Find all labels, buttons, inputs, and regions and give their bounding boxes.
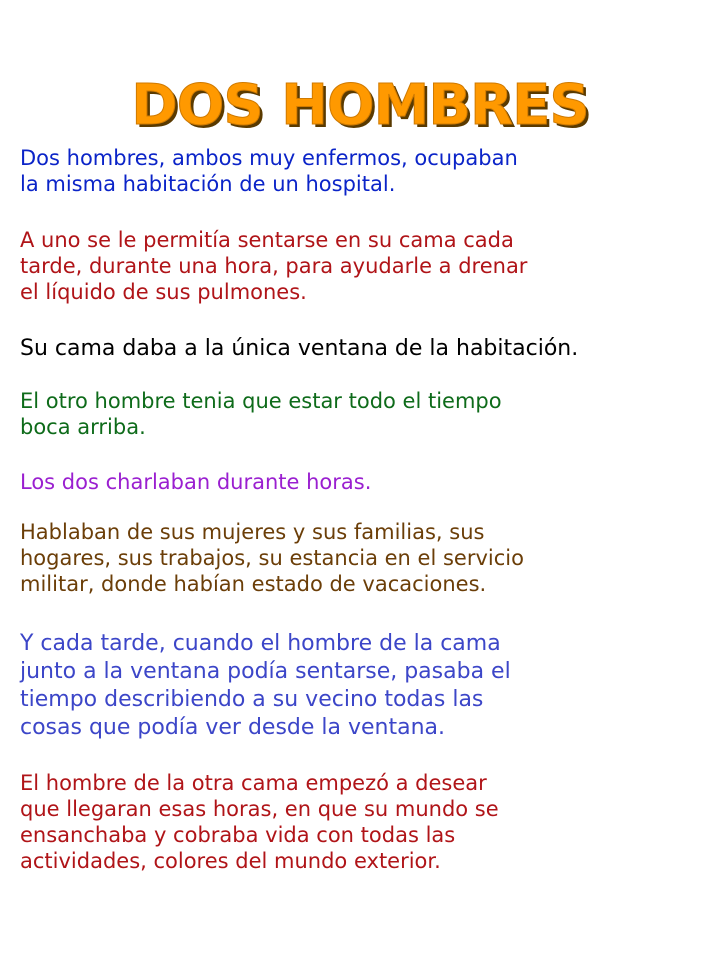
page-title: DOS HOMBRES [131, 72, 589, 138]
paragraph-4: El otro hombre tenia que estar todo el tiempo boca arriba. [20, 389, 502, 439]
paragraph-7: Y cada tarde, cuando el hombre de la cama junto a la ventana podía sentarse, pasaba el tiempo describiendo a su vecino todas las cosas que podía ver desde la ventana. [20, 631, 511, 740]
paragraph-2: A uno se le permitía sentarse en su cama cada tarde, durante una hora, para ayudarle a drenar el líquido de sus pulmones. [20, 228, 528, 304]
paragraph-8: El hombre de la otra cama empezó a desear que llegaran esas horas, en que su mundo se ensanchaba y cobraba vida con todas las actividades, colores del mundo exterior. [20, 771, 499, 873]
paragraph-3: Su cama daba a la única ventana de la habitación. [20, 336, 579, 361]
paragraph-1: Dos hombres, ambos muy enfermos, ocupaban la misma habitación de un hospital. [20, 146, 518, 196]
paragraph-5: Los dos charlaban durante horas. [20, 470, 372, 494]
paragraph-6: Hablaban de sus mujeres y sus familias, sus hogares, sus trabajos, su estancia en el servicio militar, donde habían estado de vacaciones. [20, 520, 524, 596]
